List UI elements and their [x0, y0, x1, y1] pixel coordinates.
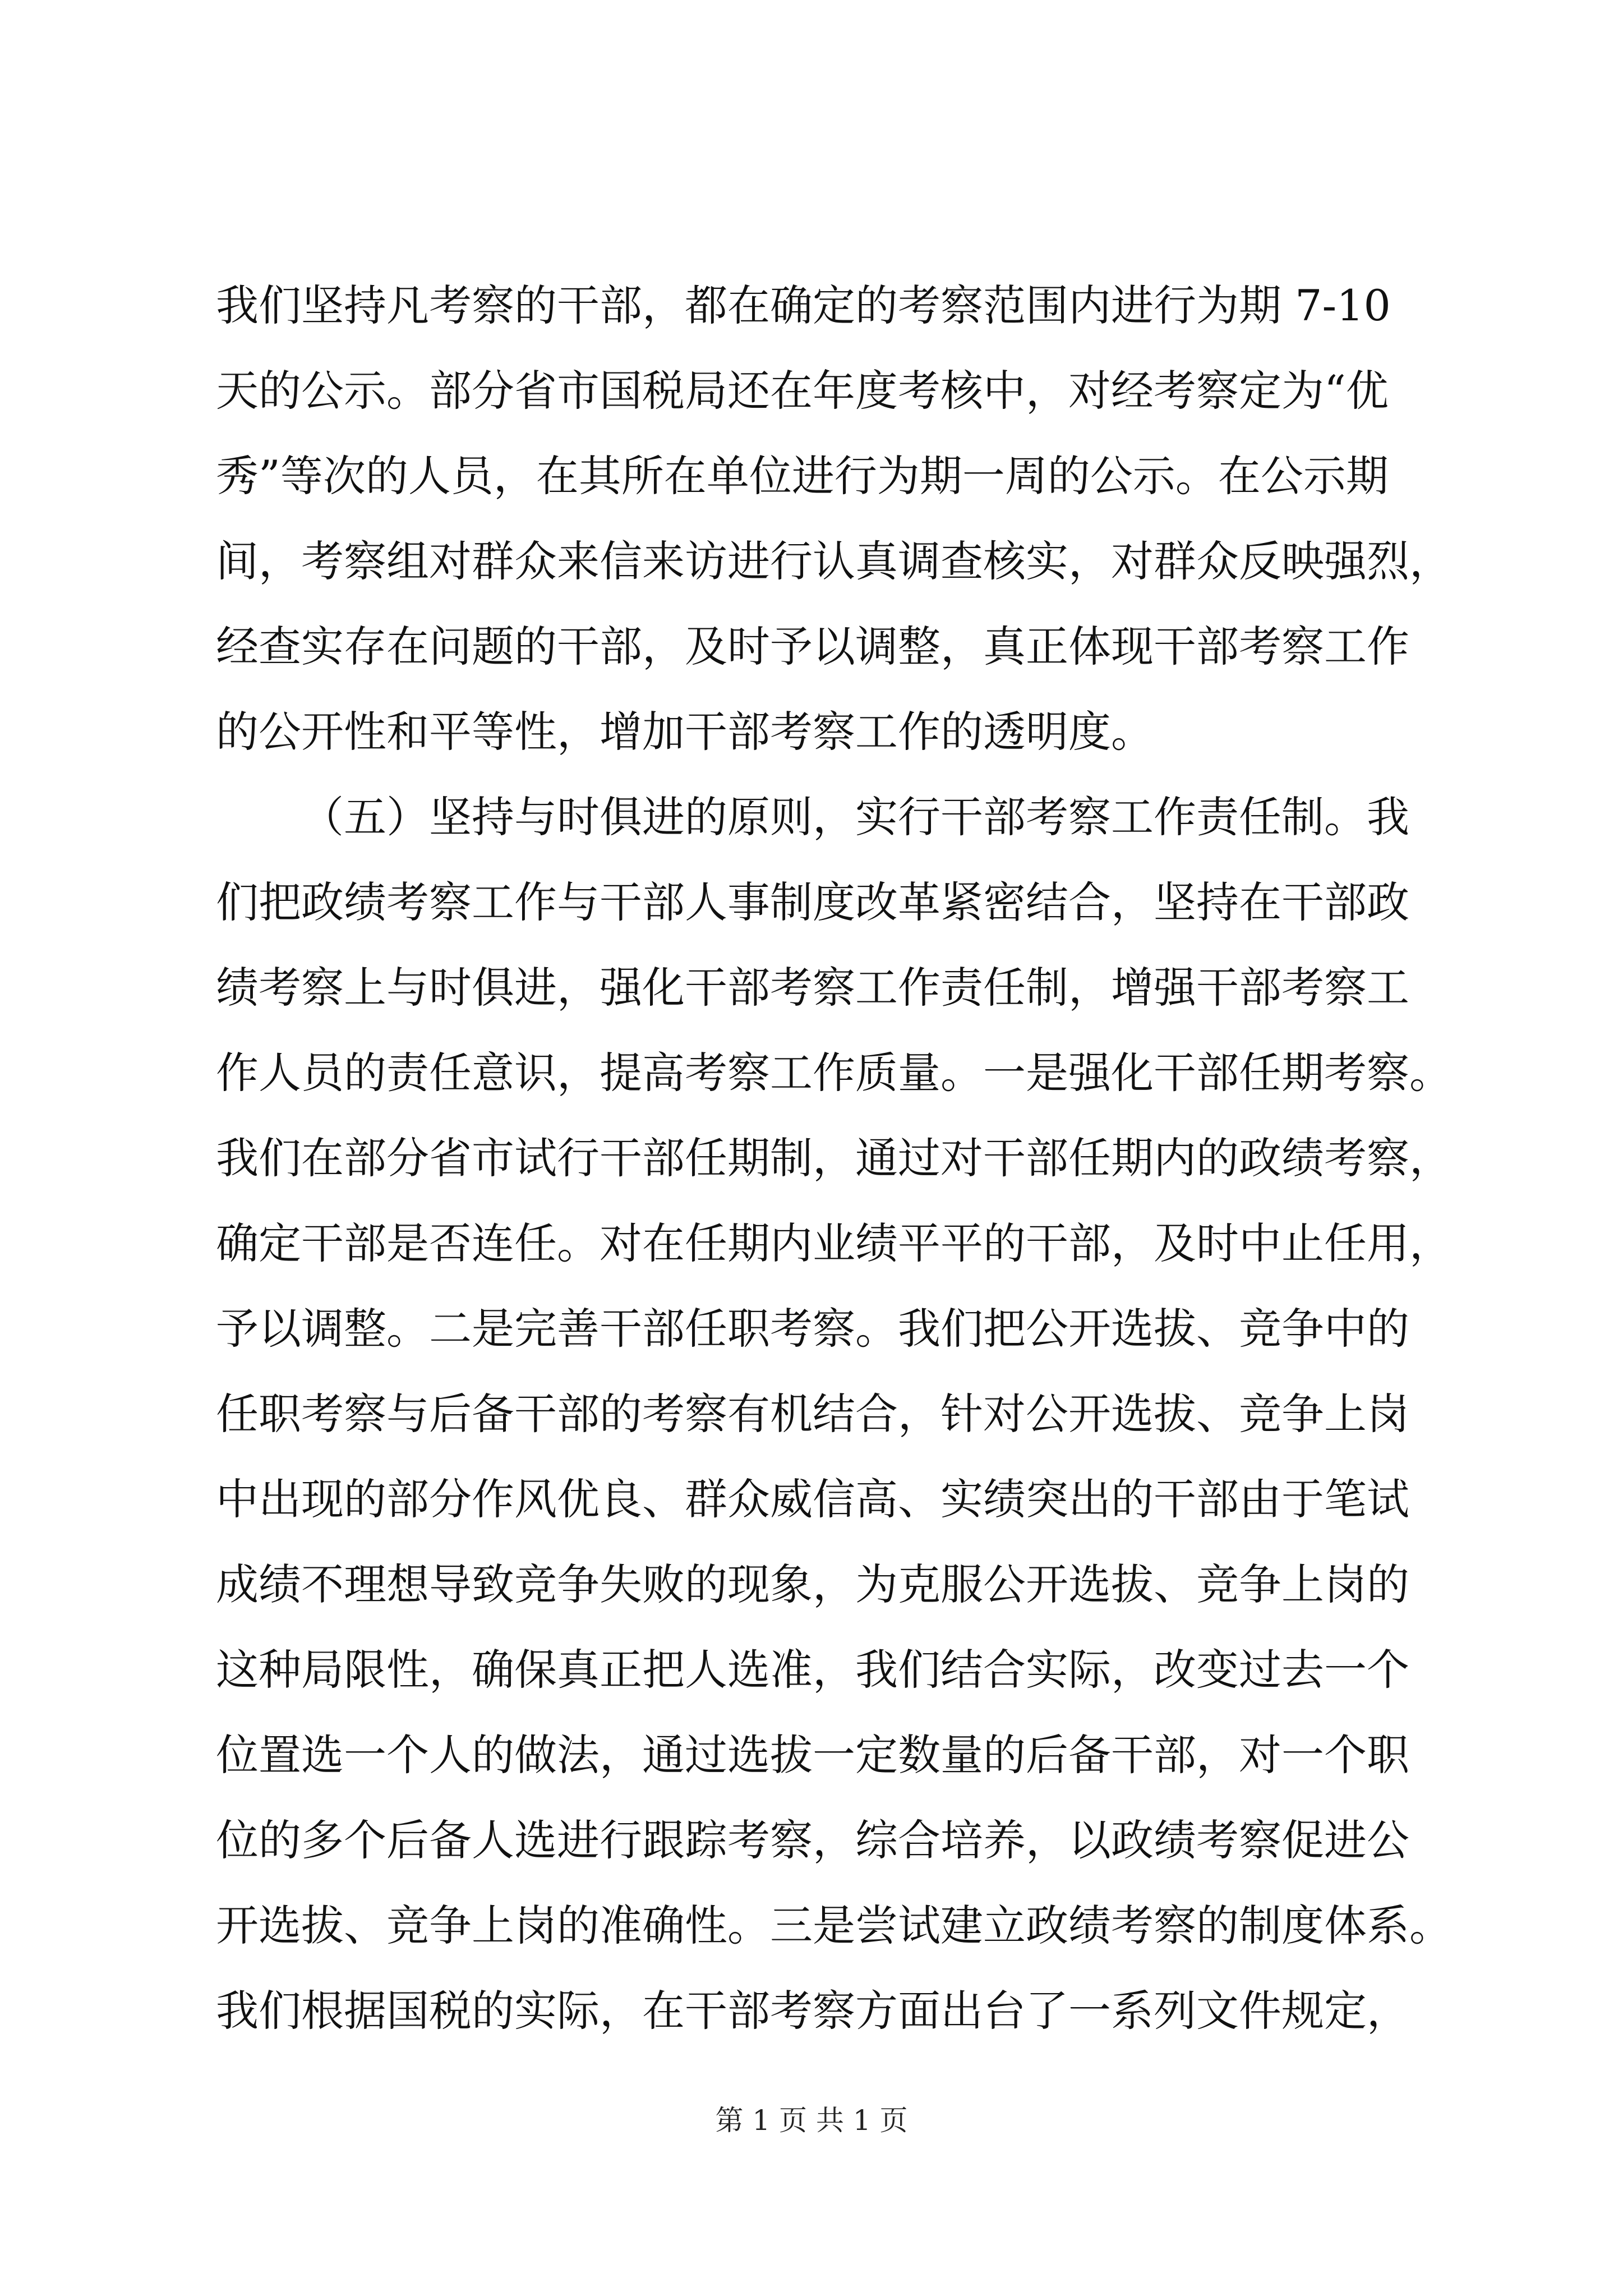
text-line: 予以调整。二是完善干部任职考察。我们把公开选拔、竞争中的 [216, 1304, 1409, 1354]
text-line: 确定干部是否连任。对在任期内业绩平平的干部，及时中止任用， [216, 1218, 1452, 1268]
text-line: 我们根据国税的实际，在干部考察方面出台了一系列文件规定， [216, 1986, 1409, 2036]
text-line: 天的公示。部分省市国税局还在年度考核中，对经考察定为“优 [216, 366, 1389, 416]
text-line: 间，考察组对群众来信来访进行认真调查核实，对群众反映强烈， [216, 536, 1452, 586]
text-line: 绩考察上与时俱进，强化干部考察工作责任制，增强干部考察工 [216, 963, 1409, 1013]
page-footer [0, 2101, 1623, 2140]
text-line: 成绩不理想导致竞争失败的现象，为克服公开选拔、竞争上岗的 [216, 1559, 1409, 1609]
text-line: 秀”等次的人员，在其所在单位进行为期一周的公示。在公示期 [216, 451, 1389, 501]
text-line: 作人员的责任意识，提高考察工作质量。一是强化干部任期考察。 [216, 1048, 1452, 1098]
text-line: 经查实存在问题的干部，及时予以调整，真正体现干部考察工作 [216, 622, 1409, 671]
text-line: 任职考察与后备干部的考察有机结合，针对公开选拔、竞争上岗 [216, 1389, 1409, 1439]
document-body [216, 263, 1452, 2054]
text-line: 开选拔、竞争上岗的准确性。三是尝试建立政绩考察的制度体系。 [216, 1901, 1452, 1950]
text-line: 位置选一个人的做法，通过选拔一定数量的后备干部，对一个职 [216, 1730, 1409, 1780]
text-line: 我们在部分省市试行干部任期制，通过对干部任期内的政绩考察， [216, 1133, 1452, 1183]
text-line: 们把政绩考察工作与干部人事制度改革紧密结合，坚持在干部政 [216, 877, 1409, 927]
text-line: 位的多个后备人选进行跟踪考察，综合培养，以政绩考察促进公 [216, 1815, 1409, 1865]
text-line: 中出现的部分作风优良、群众威信高、实绩突出的干部由于笔试 [216, 1474, 1409, 1524]
text-line: 这种局限性，确保真正把人选准，我们结合实际，改变过去一个 [216, 1645, 1409, 1695]
page-number-label: 第 1 页 共 1 页 [715, 2104, 908, 2137]
paragraph-first-line: （五）坚持与时俱进的原则，实行干部考察工作责任制。我 [301, 792, 1409, 842]
text-line: 的公开性和平等性，增加干部考察工作的透明度。 [216, 707, 1154, 757]
text-line: 我们坚持凡考察的干部，都在确定的考察范围内进行为期 7-10 [216, 280, 1391, 330]
